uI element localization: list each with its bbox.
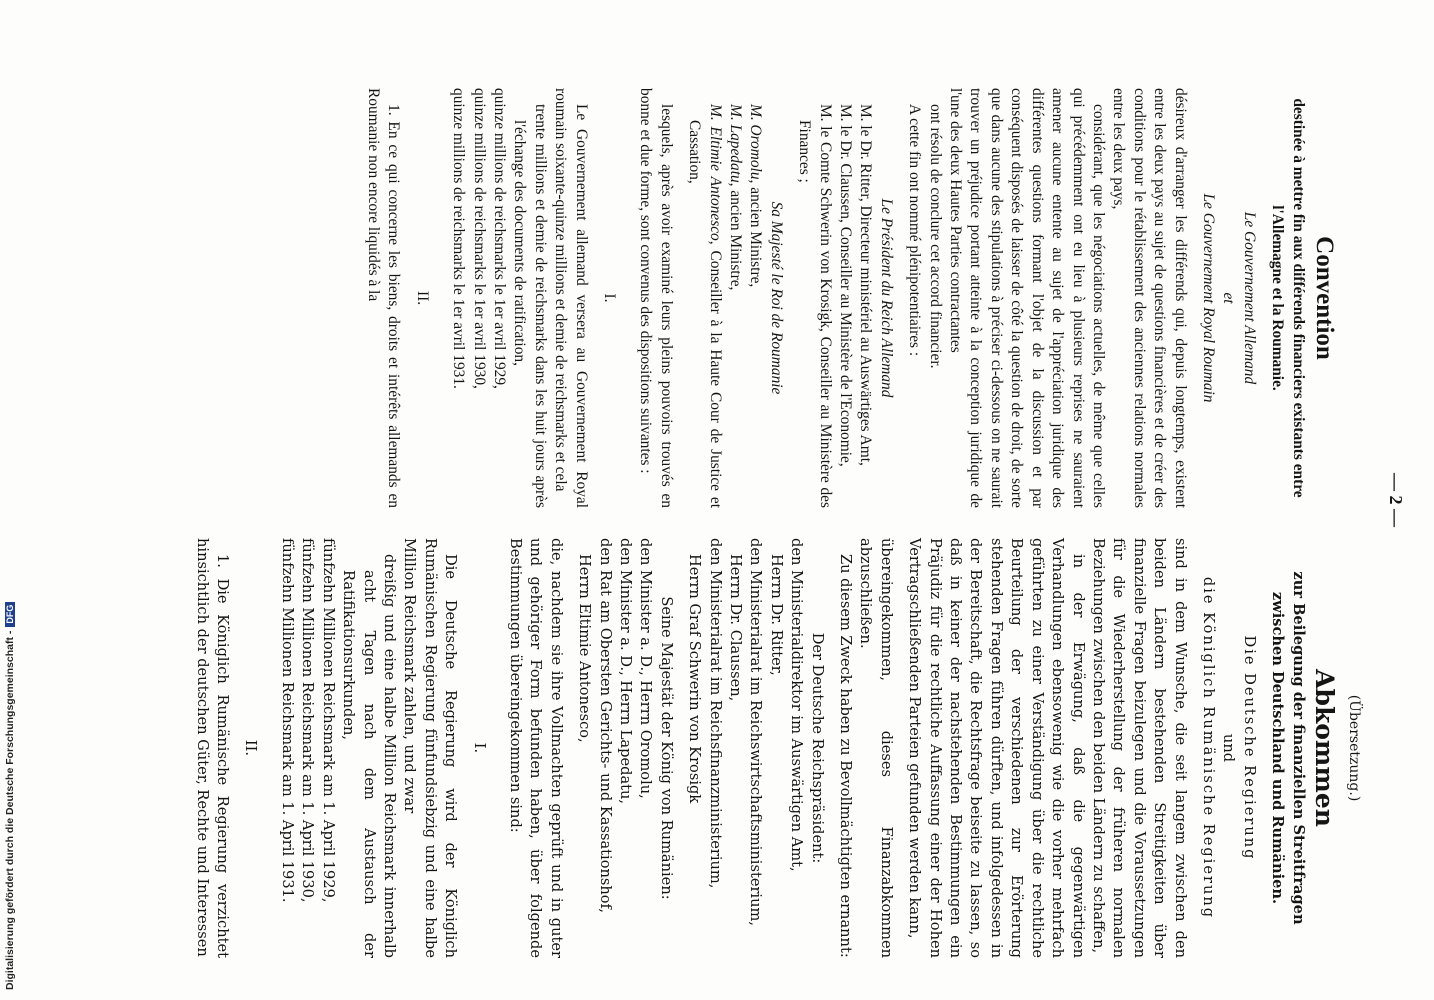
de-president-heading: Der Deutsche Reichspräsident: bbox=[808, 632, 826, 864]
de-payment: fünfzehn Millionen Reichsmark am 1. April 1930, bbox=[299, 538, 317, 903]
digitization-credit bbox=[4, 0, 20, 1000]
fr-paragraph: 1. En ce qui concerne les biens, droits et intérêts allemands en Roumanie non encore liquidés à la bbox=[364, 88, 403, 508]
fr-delegate-role: ancien Ministre, bbox=[727, 190, 745, 291]
fr-paragraph: Le Gouvernement allemand versera au Gouvernement Royal roumain soixante-quinze millions et demie de reichsmarks et cela bbox=[552, 88, 590, 508]
fr-paragraph: considérant, que les négociations actuelles, de même que celles qui précédemment ont eu lieu à plusieurs reprises ne sauraient amener aucune entente au sujet de l'appréciation juridique des différentes questions formant l'objet de la discussion et par conséquent disposés de laisser de côté la question de droit, de sorte que dans aucune des stipulations à préciser ci-dessous on ne saurait trouver un préjudice portant atteinte à la conception juridique de l'une des deux Hautes Parties contractantes bbox=[947, 88, 1107, 508]
fr-delegate-role: ancien Ministre, bbox=[747, 187, 765, 288]
de-paragraph: Die Deutsche Regierung wird der Königlich Rumänischen Regierung fünfundsiebzig und eine halbe Million Reichsmark zahlen, und zwar bbox=[401, 538, 460, 958]
fr-conjunction: et bbox=[1220, 292, 1238, 304]
credit-line bbox=[4, 602, 16, 990]
de-delegate-name: Herrn Dr. Ritter, bbox=[767, 554, 785, 676]
fr-delegate bbox=[684, 88, 725, 508]
german-column bbox=[191, 538, 1339, 958]
de-title: Abkommen bbox=[1310, 669, 1339, 827]
de-article-heading: II. bbox=[242, 739, 260, 757]
de-paragraph: Zu diesem Zweck haben zu Bevollmächtigten ernannt: bbox=[837, 554, 855, 958]
de-delegate-name: Herrn Dr. Claussen, bbox=[727, 554, 745, 702]
de-paragraph: sind in dem Wunsche, die seit langem zwischen den beiden Ländern bestehenden Streitigkeiten über finanzielle Fragen beizulegen und die Voraussetzungen für die Wiederherstellung der früheren normalen Beziehungen zwischen den beiden Ländern zu schaffen, bbox=[1089, 538, 1189, 958]
page-number: — 2 — bbox=[1386, 473, 1406, 527]
fr-paragraph: A cette fin ont nommé plénipotentiaires : bbox=[906, 104, 924, 357]
de-delegate-role: den Ministerialrat im Reichsfinanzministerium, bbox=[706, 538, 724, 889]
fr-payment: quinze millions de reichsmarks le 1er avril 1930, bbox=[470, 88, 488, 389]
translation-note: (Übersetzung.) bbox=[1346, 694, 1362, 802]
fr-paragraph: lesquels, après avoir examiné leurs pleins pouvoirs trouvés en bonne et due forme, sont convenus des dispositions suivantes : bbox=[637, 88, 675, 508]
fr-payment: trente millions et demie de reichsmarks dans les huit jours après l'échange des documents de ratification, bbox=[511, 104, 549, 508]
de-article-heading: I. bbox=[470, 742, 488, 754]
de-conjunction: und bbox=[1220, 733, 1238, 763]
de-delegate-role: den Rat am Obersten Gerichts- und Kassationshof, bbox=[596, 538, 614, 914]
fr-paragraph: ont résolu de conclure cet accord financier. bbox=[926, 104, 944, 369]
fr-payment: quinze millions de reichsmarks le 1er avril 1929, bbox=[490, 88, 508, 389]
de-delegate-name: Herrn Eltimie Antonesco, bbox=[576, 554, 594, 743]
de-king-heading: Seine Majestät der König von Rumänien: bbox=[657, 596, 675, 900]
fr-delegate: M. le Dr. Ritter, Directeur ministériel au Auswärtiges Amt, bbox=[857, 104, 875, 466]
fr-delegate-role: Conseiller à la Haute Cour de Justice et Cassation, bbox=[686, 120, 724, 509]
de-delegate-name: Herrn Graf Schwerin von Krosigk bbox=[686, 554, 704, 804]
fr-delegate bbox=[725, 88, 745, 508]
de-delegate: den Minister a. D., Herrn Lapedatu, bbox=[617, 538, 634, 805]
dfg-logo: DFG bbox=[5, 602, 15, 627]
de-paragraph: 1. Die Königlich Rumänische Regierung verzichtet hinsichtlich der deutschen Güter, Rechte und Interessen bbox=[193, 538, 232, 958]
fr-president-heading: Le Président du Reich Allemand bbox=[877, 198, 895, 398]
fr-subtitle: destinée à mettre fin aux différends financiers existants entre l'Allemagne et la Roumanie. bbox=[1269, 98, 1307, 498]
de-delegate-role: den Ministerialrat im Reichswirtschaftsministerium, bbox=[747, 538, 765, 926]
fr-paragraph: désireux d'arranger les différends qui, depuis longtemps, existent entre les deux pays au sujet de questions financières et de créer des conditions pour le rétablissement des anciennes relations normales entre les deux pays, bbox=[1110, 88, 1189, 508]
fr-article-heading: II. bbox=[413, 290, 431, 306]
de-payment: dreißig und eine halbe Million Reichsmark innerhalb acht Tagen nach dem Austausch der Ratifikationsurkunden, bbox=[340, 554, 398, 958]
fr-delegate: M. le Dr. Claussen, Conseiller au Ministère de l'Economie, bbox=[837, 104, 855, 467]
fr-king-heading: Sa Majesté le Roi de Roumanie bbox=[767, 201, 785, 395]
de-party-2: die Königlich Rumänische Regierung bbox=[1199, 576, 1217, 920]
fr-title: Convention bbox=[1311, 236, 1338, 360]
fr-payment: quinze millions de reichsmarks le 1er avril 1931. bbox=[450, 88, 468, 389]
de-delegate: den Minister a. D., Herrn Oromolu, bbox=[637, 538, 655, 799]
de-payment: fünfzehn Millionen Reichsmark am 1. April 1929, bbox=[319, 538, 337, 903]
de-payment: fünfzehn Millionen Reichsmark am 1. April 1931. bbox=[278, 538, 296, 903]
de-paragraph: die, nachdem sie ihre Vollmachten geprüft und in guter und gehöriger Form befunden haben, über folgende Bestimmungen übereingekommen sind: bbox=[506, 538, 565, 958]
de-party-1: Die Deutsche Regierung bbox=[1240, 635, 1258, 861]
credit-text: Digitalisierung gefördert durch die Deutsche Forschungsgemeinschaft - bbox=[4, 630, 16, 990]
fr-delegate: M. le Comte Schwerin von Krosigk, Conseiller au Ministère des Finances ; bbox=[796, 104, 834, 508]
fr-delegate-name: M. Lapedatu, bbox=[727, 104, 745, 187]
de-subtitle: zur Beilegung der finanziellen Streitfragen zwischen Deutschland und Rumänien. bbox=[1269, 571, 1307, 925]
fr-article-heading: I. bbox=[601, 293, 618, 303]
fr-delegate-name: M. Oromolu, bbox=[747, 104, 765, 184]
french-column bbox=[363, 88, 1338, 509]
fr-party-2: Le Gouvernement Royal Roumain bbox=[1199, 193, 1217, 403]
de-paragraph: in der Erwägung, daß die gegenwärtigen Verhandlungen ebensowenig wie die vorher mehrfach geführten zu einer Verständigung über die rechtliche Beurteilung der verschiedenen zur Erörterung stehenden Fragen führen dürften, und infolgedessen in der Bereitschaft, die Rechtsfrage beiseite zu lassen, so daß in keiner der nachstehenden Bestimmungen ein Präjudiz für die rechtliche Auffassung einer der Hohen Vertragschließenden Parteien gefunden werden kann, bbox=[906, 538, 1087, 958]
fr-delegate-name: M. Eltimie Antonesco, bbox=[706, 104, 724, 245]
de-paragraph: übereingekommen, dieses Finanzabkommen abzuschließen. bbox=[857, 538, 895, 958]
de-delegate-role: den Ministerialdirektor im Auswärtigen Amt, bbox=[788, 538, 806, 872]
fr-delegate bbox=[745, 88, 765, 508]
fr-party-1: Le Gouvernement Allemand bbox=[1240, 211, 1258, 385]
